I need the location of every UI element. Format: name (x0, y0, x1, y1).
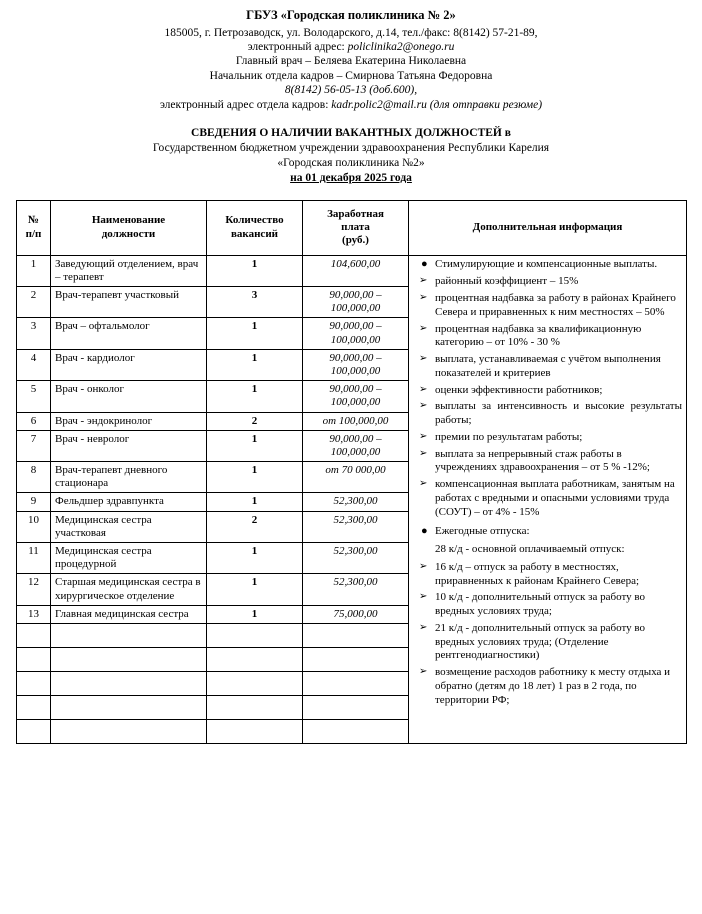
cell-salary: 90,000,00 – 100,000,00 (303, 287, 409, 318)
cell-additional-info (409, 255, 687, 743)
info-list-item (413, 561, 682, 589)
cell-number: 5 (17, 381, 51, 412)
hr-head: Начальник отдела кадров – Смирнова Татьяна Федоровна (209, 69, 493, 82)
cell-count: 1 (207, 381, 303, 412)
info-list-item (413, 448, 682, 476)
cell-position (51, 623, 207, 647)
title-line-1: СВЕДЕНИЯ О НАЛИЧИИ ВАКАНТНЫХ ДОЛЖНОСТЕЙ в (191, 126, 511, 139)
cell-salary: 90,000,00 – 100,000,00 (303, 349, 409, 380)
cell-salary: 90,000,00 – 100,000,00 (303, 381, 409, 412)
cell-count (207, 671, 303, 695)
column-header-salary-l3: (руб.) (342, 234, 369, 247)
cell-salary: 104,600,00 (303, 255, 409, 286)
info-list-item-text: выплата, устанавливаемая с учётом выполнения показателей и критериев (435, 353, 661, 379)
cell-count (207, 647, 303, 671)
arrow-bullet-icon: ➢ (419, 666, 428, 678)
cell-count: 2 (207, 412, 303, 430)
cell-salary: от 100,000,00 (303, 412, 409, 430)
cell-salary (303, 671, 409, 695)
cell-count (207, 719, 303, 743)
info-list-payments (413, 275, 682, 519)
column-header-salary-l2: плата (341, 221, 370, 234)
info-heading-payments-text: Стимулирующие и компенсационные выплаты. (435, 257, 658, 270)
info-list-item (413, 666, 682, 707)
info-list-item-text: премии по результатам работы; (435, 430, 583, 443)
info-list-item (413, 622, 682, 663)
table-body (17, 255, 687, 743)
cell-count: 1 (207, 430, 303, 461)
cell-number: 13 (17, 605, 51, 623)
cell-salary: 90,000,00 – 100,000,00 (303, 430, 409, 461)
bullet-icon: ● (421, 257, 428, 270)
document-header (16, 8, 686, 112)
column-header-count-l2: вакансий (230, 227, 278, 240)
info-list-item-text: процентная надбавка за работу в районах Крайнего Севера и приравненных к ним местностях – 50% (435, 292, 676, 318)
cell-count: 3 (207, 287, 303, 318)
arrow-bullet-icon: ➢ (419, 560, 428, 572)
organization-name: ГБУЗ «Городская поликлиника № 2» (246, 8, 456, 22)
info-list-item (413, 275, 682, 289)
arrow-bullet-icon: ➢ (419, 447, 428, 459)
info-list-item-text: 21 к/д - дополнительный отпуск за работу во вредных условиях труда; (Отделение рентгенодиагностики) (435, 621, 645, 662)
hr-email: kadr.polic2@mail.ru (для отправки резюме) (331, 98, 543, 111)
vacancies-table (16, 200, 687, 744)
cell-position: Врач - эндокринолог (51, 412, 207, 430)
cell-count (207, 623, 303, 647)
info-list-item (413, 591, 682, 619)
cell-salary: 52,300,00 (303, 574, 409, 605)
cell-count: 1 (207, 605, 303, 623)
cell-number: 6 (17, 412, 51, 430)
arrow-bullet-icon: ➢ (419, 322, 428, 334)
cell-number: 10 (17, 511, 51, 542)
cell-number: 1 (17, 255, 51, 286)
cell-count (207, 695, 303, 719)
table-row (17, 255, 687, 286)
info-list-item-text: возмещение расходов работнику к месту отдыха и обратно (детям до 18 лет) 1 раз в 2 года, по территории РФ; (435, 666, 671, 706)
column-header-count (207, 200, 303, 255)
cell-salary: 90,000,00 – 100,000,00 (303, 318, 409, 349)
cell-number (17, 647, 51, 671)
column-header-salary-l1: Заработная (327, 207, 384, 220)
organization-address: 185005, г. Петрозаводск, ул. Володарского, д.14, тел./факс: 8(8142) 57-21-89, (164, 26, 538, 39)
arrow-bullet-icon: ➢ (419, 400, 428, 412)
cell-position (51, 695, 207, 719)
info-heading-vacations (413, 525, 682, 539)
cell-number (17, 719, 51, 743)
arrow-bullet-icon: ➢ (419, 430, 428, 442)
cell-count: 2 (207, 511, 303, 542)
cell-count: 1 (207, 493, 303, 511)
cell-salary: 75,000,00 (303, 605, 409, 623)
info-list-item (413, 292, 682, 320)
column-header-info: Дополнительная информация (409, 200, 687, 255)
cell-count: 1 (207, 349, 303, 380)
cell-position: Медицинская сестра процедурной (51, 543, 207, 574)
info-list-item (413, 431, 682, 445)
column-header-position-l2: должности (101, 227, 156, 240)
cell-position: Врач-терапевт дневного стационара (51, 462, 207, 493)
info-list-item-text: 10 к/д - дополнительный отпуск за работу во вредных условиях труда; (435, 591, 645, 618)
info-list-vacations (413, 561, 682, 708)
column-header-position (51, 200, 207, 255)
bullet-icon: ● (421, 525, 428, 538)
cell-number: 3 (17, 318, 51, 349)
cell-count: 1 (207, 255, 303, 286)
arrow-bullet-icon: ➢ (419, 292, 428, 304)
info-list-item (413, 400, 682, 428)
info-list-item-text: процентная надбавка за квалификационную категорию – от 10% - 30 % (435, 322, 642, 349)
cell-salary (303, 719, 409, 743)
arrow-bullet-icon: ➢ (419, 591, 428, 603)
chief-doctor: Главный врач – Беляева Екатерина Николаевна (235, 55, 467, 68)
cell-number (17, 671, 51, 695)
cell-salary (303, 623, 409, 647)
cell-position: Врач – офтальмолог (51, 318, 207, 349)
cell-position: Врач - невролог (51, 430, 207, 461)
cell-count: 1 (207, 462, 303, 493)
cell-position: Врач-терапевт участковый (51, 287, 207, 318)
cell-position (51, 671, 207, 695)
cell-number: 7 (17, 430, 51, 461)
cell-count: 1 (207, 574, 303, 605)
email-label: электронный адрес: (247, 41, 348, 53)
info-list-item (413, 323, 682, 351)
info-list-item-text: 16 к/д – отпуск за работу в местностях, приравненных к районам Крайнего Севера; (435, 560, 640, 587)
info-list-item-text: компенсационная выплата работникам, занятым на работах с вредными и опасными условиями труда (СОУТ) – от 4% - 15% (435, 478, 675, 518)
hr-phone: 8(8142) 56-05-13 (доб.600), (284, 84, 418, 97)
organization-email-line (16, 40, 686, 54)
info-list-item-text: оценки эффективности работников; (435, 383, 603, 396)
cell-salary (303, 647, 409, 671)
info-list-item (413, 353, 682, 381)
cell-position: Заведующий отделением, врач – терапевт (51, 255, 207, 286)
cell-number: 2 (17, 287, 51, 318)
cell-position (51, 647, 207, 671)
cell-count: 1 (207, 318, 303, 349)
cell-salary: 52,300,00 (303, 511, 409, 542)
cell-number (17, 623, 51, 647)
cell-number (17, 695, 51, 719)
cell-number: 12 (17, 574, 51, 605)
info-list-item-text: районный коэффициент – 15% (435, 275, 579, 288)
cell-number: 8 (17, 462, 51, 493)
cell-salary: от 70 000,00 (303, 462, 409, 493)
title-line-3: «Городская поликлиника №2» (277, 156, 425, 169)
arrow-bullet-icon: ➢ (419, 353, 428, 365)
cell-position: Врач - онколог (51, 381, 207, 412)
arrow-bullet-icon: ➢ (419, 478, 428, 490)
cell-salary: 52,300,00 (303, 493, 409, 511)
cell-number: 11 (17, 543, 51, 574)
column-header-number-l2: п/п (25, 227, 42, 240)
cell-position: Фельдшер здравпункта (51, 493, 207, 511)
cell-position: Старшая медицинская сестра в хирургическое отделение (51, 574, 207, 605)
title-date: на 01 декабря 2025 года (290, 171, 412, 184)
column-header-number-l1: № (27, 214, 40, 227)
info-list-item (413, 384, 682, 398)
cell-salary (303, 695, 409, 719)
document-title (16, 126, 686, 186)
column-header-count-l1: Количество (225, 214, 284, 227)
title-line-2: Государственном бюджетном учреждении здравоохранения Республики Карелия (152, 141, 550, 154)
info-list-item (413, 478, 682, 519)
info-vacation-base: 28 к/д - основной оплачиваемый отпуск: (435, 543, 625, 556)
cell-position (51, 719, 207, 743)
column-header-position-l1: Наименование (91, 214, 166, 227)
arrow-bullet-icon: ➢ (419, 383, 428, 395)
info-list-item-text: выплата за непрерывный стаж работы в учреждениях здравоохранения – от 5 % -12%; (435, 447, 650, 474)
hr-email-line (16, 98, 686, 112)
organization-email: policlinika2@onego.ru (347, 41, 455, 53)
info-heading-payments (413, 258, 682, 272)
cell-number: 4 (17, 349, 51, 380)
column-header-number (17, 200, 51, 255)
cell-count: 1 (207, 543, 303, 574)
cell-salary: 52,300,00 (303, 543, 409, 574)
cell-number: 9 (17, 493, 51, 511)
hr-email-label: электронный адрес отдела кадров: (159, 98, 332, 111)
arrow-bullet-icon: ➢ (419, 621, 428, 633)
info-list-item-text: выплаты за интенсивность и высокие результаты работы; (435, 400, 682, 427)
cell-position: Медицинская сестра участковая (51, 511, 207, 542)
arrow-bullet-icon: ➢ (419, 275, 428, 287)
table-header-row (17, 200, 687, 255)
cell-position: Главная медицинская сестра (51, 605, 207, 623)
column-header-salary (303, 200, 409, 255)
info-heading-vacations-text: Ежегодные отпуска: (435, 525, 530, 538)
cell-position: Врач - кардиолог (51, 349, 207, 380)
